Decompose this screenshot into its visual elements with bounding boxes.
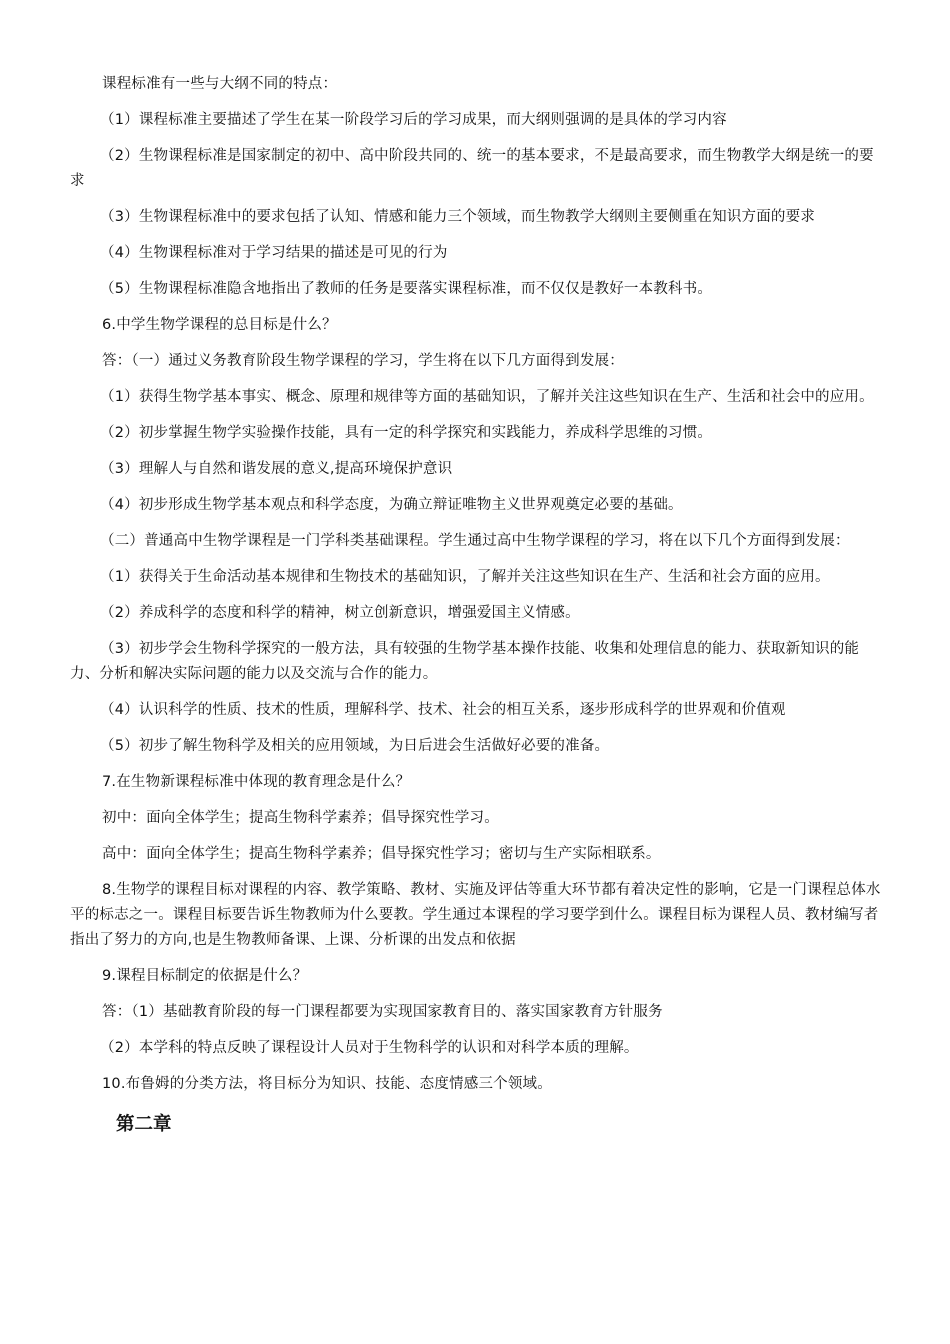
goal-2-item-2: （2）养成科学的态度和科学的精神，树立创新意识，增强爱国主义情感。 [100, 605, 580, 621]
intro-line: 课程标准有一些与大纲不同的特点： [102, 76, 338, 92]
answer-7-junior: 初中：面向全体学生；提高生物科学素养；倡导探究性学习。 [102, 810, 499, 826]
feature-3: （3）生物课程标准中的要求包括了认知、情感和能力三个领域，而生物教学大纲则主要侧重在知识方面的要求 [100, 209, 816, 225]
chapter-heading: 第二章 [116, 1114, 172, 1135]
goal-2-item-4: （4）认识科学的性质、技术的性质，理解科学、技术、社会的相互关系，逐步形成科学的世界观和价值观 [100, 702, 786, 718]
answer-7-senior: 高中：面向全体学生；提高生物科学素养；倡导探究性学习；密切与生产实际相联系。 [102, 846, 661, 862]
document-page [70, 72, 885, 1139]
feature-5: （5）生物课程标准隐含地指出了教师的任务是要落实课程标准，而不仅仅是教好一本教科书。 [100, 281, 713, 297]
goal-1-item-1: （1）获得生物学基本事实、概念、原理和规律等方面的基础知识，了解并关注这些知识在生产、生活和社会中的应用。 [100, 389, 874, 405]
item-8: 8.生物学的课程目标对课程的内容、教学策略、教材、实施及评估等重大环节都有着决定性的影响，它是一门课程总体水平的标志之一。课程目标要告诉生物教师为什么要教。学生通过本课程的学习要学到什么。课程目标为课程人员、教材编写者指出了努力的方向,也是生物教师备课、上课、分析课的出发点和依据 [70, 882, 881, 948]
goal-1-item-3: （3）理解人与自然和谐发展的意义,提高环境保护意识 [100, 461, 453, 477]
question-9: 9.课程目标制定的依据是什么？ [102, 968, 308, 984]
question-7: 7.在生物新课程标准中体现的教育理念是什么？ [102, 774, 411, 790]
feature-2: （2）生物课程标准是国家制定的初中、高中阶段共同的、统一的基本要求，不是最高要求，而生物教学大纲是统一的要求 [70, 148, 874, 189]
answer-6-part-1: 答：（一）通过义务教育阶段生物学课程的学习，学生将在以下几方面得到发展： [102, 353, 624, 369]
feature-4: （4）生物课程标准对于学习结果的描述是可见的行为 [100, 245, 448, 261]
goal-2-item-1: （1）获得关于生命活动基本规律和生物技术的基础知识，了解并关注这些知识在生产、生活和社会方面的应用。 [100, 569, 830, 585]
goal-2-item-3: （3）初步学会生物科学探究的一般方法，具有较强的生物学基本操作技能、收集和处理信息的能力、获取新知识的能力、分析和解决实际问题的能力以及交流与合作的能力。 [70, 641, 860, 682]
feature-1: （1）课程标准主要描述了学生在某一阶段学习后的学习成果，而大纲则强调的是具体的学习内容 [100, 112, 727, 128]
question-6: 6.中学生物学课程的总目标是什么？ [102, 317, 337, 333]
goal-1-item-2: （2）初步掌握生物学实验操作技能，具有一定的科学探究和实践能力，养成科学思维的习惯。 [100, 425, 713, 441]
goal-1-item-4: （4）初步形成生物学基本观点和科学态度，为确立辩证唯物主义世界观奠定必要的基础。 [100, 497, 683, 513]
answer-9-item-2: （2）本学科的特点反映了课程设计人员对于生物科学的认识和对科学本质的理解。 [100, 1040, 639, 1056]
item-10: 10.布鲁姆的分类方法，将目标分为知识、技能、态度情感三个领域。 [102, 1076, 552, 1092]
goal-2-item-5: （5）初步了解生物科学及相关的应用领域，为日后进会生活做好必要的准备。 [100, 738, 610, 754]
answer-9-item-1: 答：（1）基础教育阶段的每一门课程都要为实现国家教育目的、落实国家教育方针服务 [102, 1004, 663, 1020]
answer-6-part-2: （二）普通高中生物学课程是一门学科类基础课程。学生通过高中生物学课程的学习，将在以下几个方面得到发展： [100, 533, 850, 549]
